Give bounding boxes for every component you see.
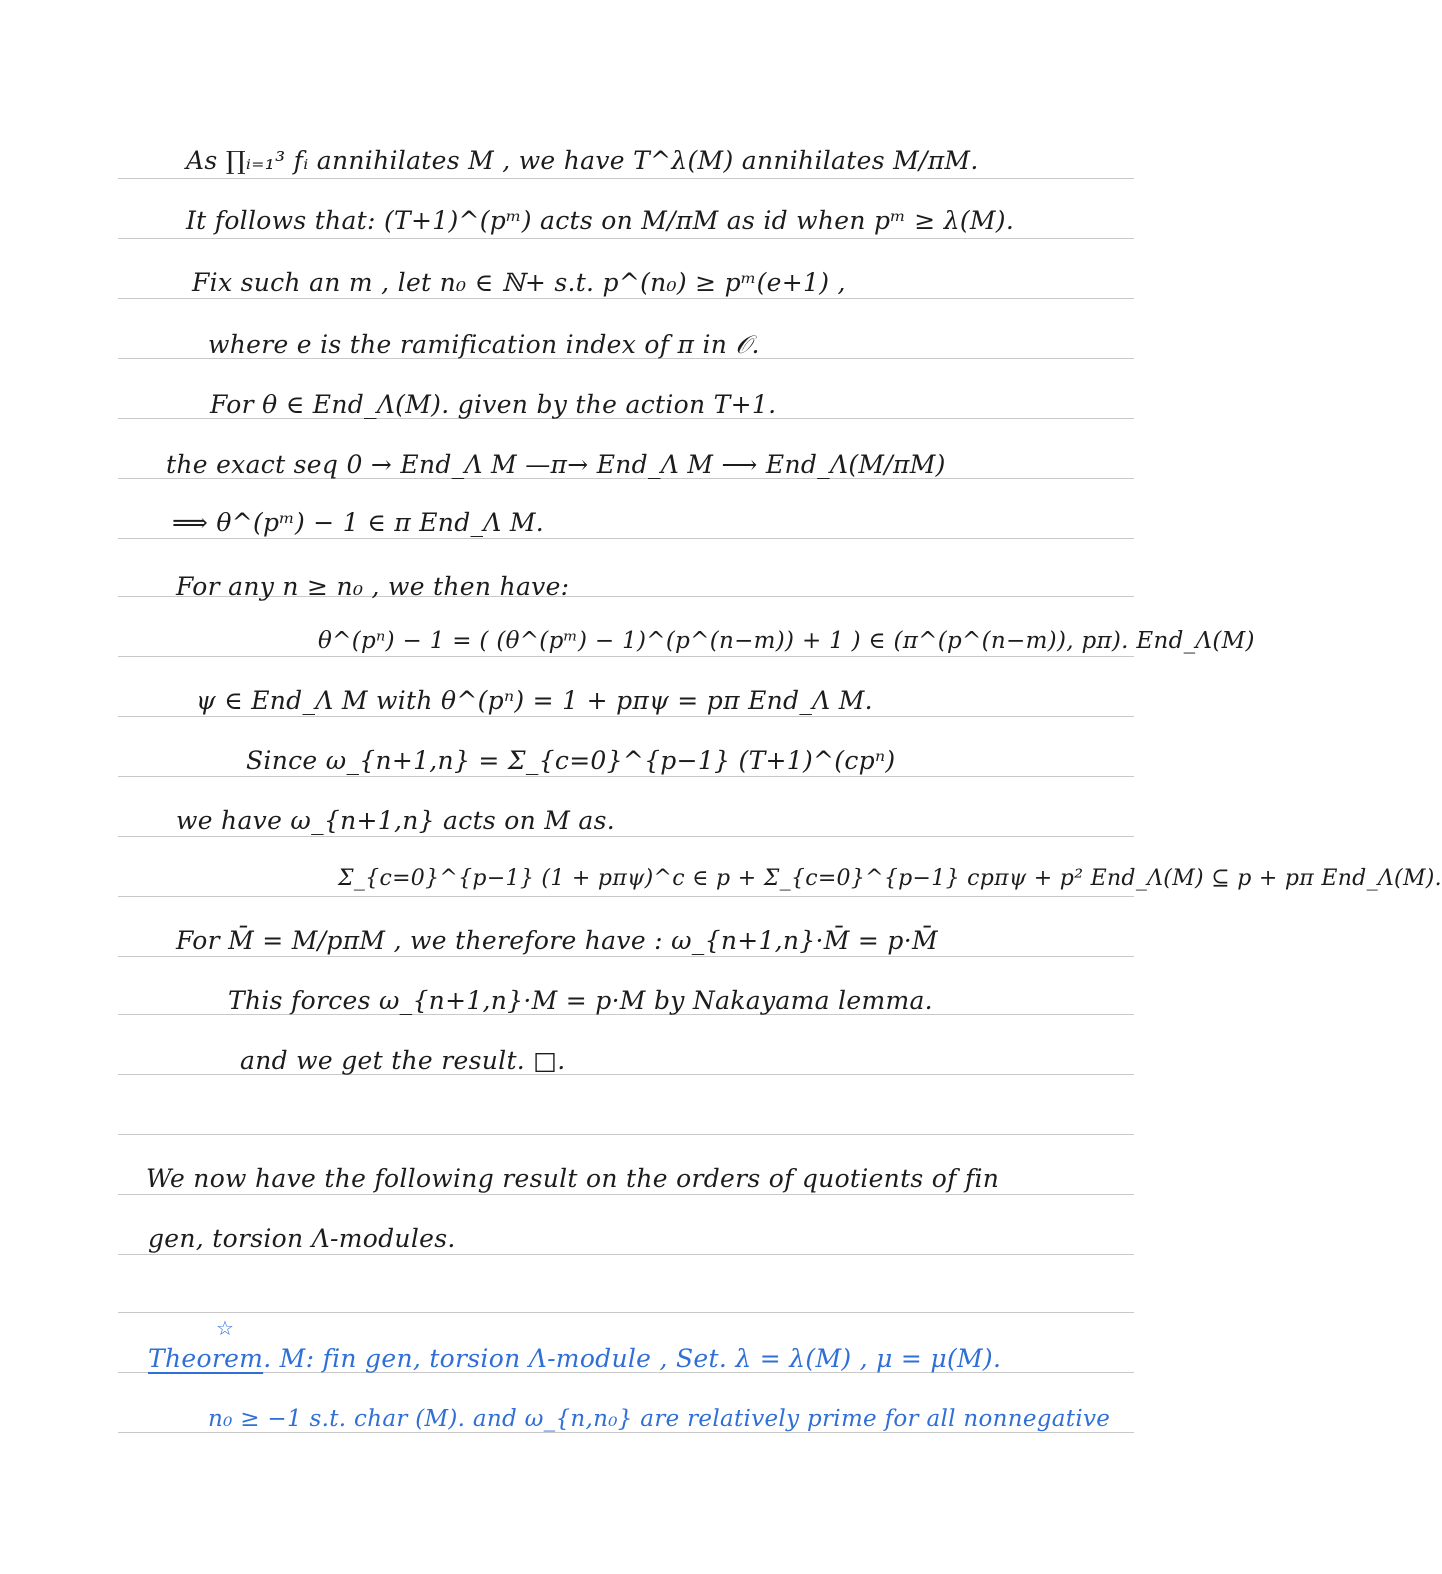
theorem-line: . M: fin gen, torsion Λ-module , Set. λ = λ(M) , μ = μ(M). (263, 1344, 1002, 1373)
note-line: gen, torsion Λ-modules. (148, 1224, 456, 1253)
theorem-label: Theorem (148, 1344, 264, 1373)
note-line: For θ ∈ End_Λ(M). given by the action T+1. (210, 390, 777, 419)
theorem-statement (148, 1344, 1001, 1374)
note-line: the exact seq 0 → End_Λ M —π→ End_Λ M ⟶ End_Λ(M/πM) (166, 450, 946, 479)
ruled-line (118, 298, 1134, 299)
note-line: Σ_{c=0}^{p−1} (1 + pπψ)^c ∈ p + Σ_{c=0}^{p−1} cpπψ + p² End_Λ(M) ⊆ p + pπ End_Λ(M). (338, 866, 1442, 891)
note-line: It follows that: (T+1)^(pᵐ) acts on M/πM as id when pᵐ ≥ λ(M). (186, 206, 1015, 235)
ruled-line (118, 1194, 1134, 1195)
note-line: θ^(pⁿ) − 1 = ( (θ^(pᵐ) − 1)^(p^(n−m)) + 1 ) ∈ (π^(p^(n−m)), pπ). End_Λ(M) (318, 628, 1255, 654)
note-line: ⟹ θ^(pᵐ) − 1 ∈ π End_Λ M. (172, 508, 545, 537)
ruled-line (118, 956, 1134, 957)
note-line: and we get the result. □. (240, 1046, 566, 1075)
ruled-line (118, 1134, 1134, 1135)
note-line: Since ω_{n+1,n} = Σ_{c=0}^{p−1} (T+1)^(cpⁿ) (246, 746, 896, 775)
ruled-line (118, 1312, 1134, 1313)
theorem-line: n₀ ≥ −1 s.t. char (M). and ω_{n,n₀} are relatively prime for all nonnegative (208, 1406, 1111, 1432)
note-line: where e is the ramification index of π in 𝒪. (208, 330, 760, 359)
ruled-line (118, 716, 1134, 717)
star-icon: ☆ (216, 1316, 234, 1340)
note-line: For any n ≥ n₀ , we then have: (176, 572, 570, 601)
ruled-line (118, 238, 1134, 239)
ruled-line (118, 178, 1134, 179)
note-line: We now have the following result on the orders of quotients of fin (146, 1164, 1000, 1193)
note-line: For M̄ = M/pπM , we therefore have : ω_{n+1,n}·M̄ = p·M̄ (176, 926, 938, 955)
ruled-line (118, 896, 1134, 897)
note-line: ψ ∈ End_Λ M with θ^(pⁿ) = 1 + pπψ = pπ End_Λ M. (196, 686, 873, 715)
note-line: This forces ω_{n+1,n}·M = p·M by Nakayama lemma. (228, 986, 933, 1015)
ruled-line (118, 656, 1134, 657)
ruled-line (118, 1254, 1134, 1255)
note-line: we have ω_{n+1,n} acts on M as. (176, 806, 616, 835)
ruled-line (118, 776, 1134, 777)
ruled-line (118, 836, 1134, 837)
note-line: As ∏ᵢ₌₁³ fᵢ annihilates M , we have T^λ(M) annihilates M/πM. (186, 146, 979, 175)
ruled-line (118, 538, 1134, 539)
note-line: Fix such an m , let n₀ ∈ ℕ+ s.t. p^(n₀) ≥ pᵐ(e+1) , (192, 268, 846, 297)
